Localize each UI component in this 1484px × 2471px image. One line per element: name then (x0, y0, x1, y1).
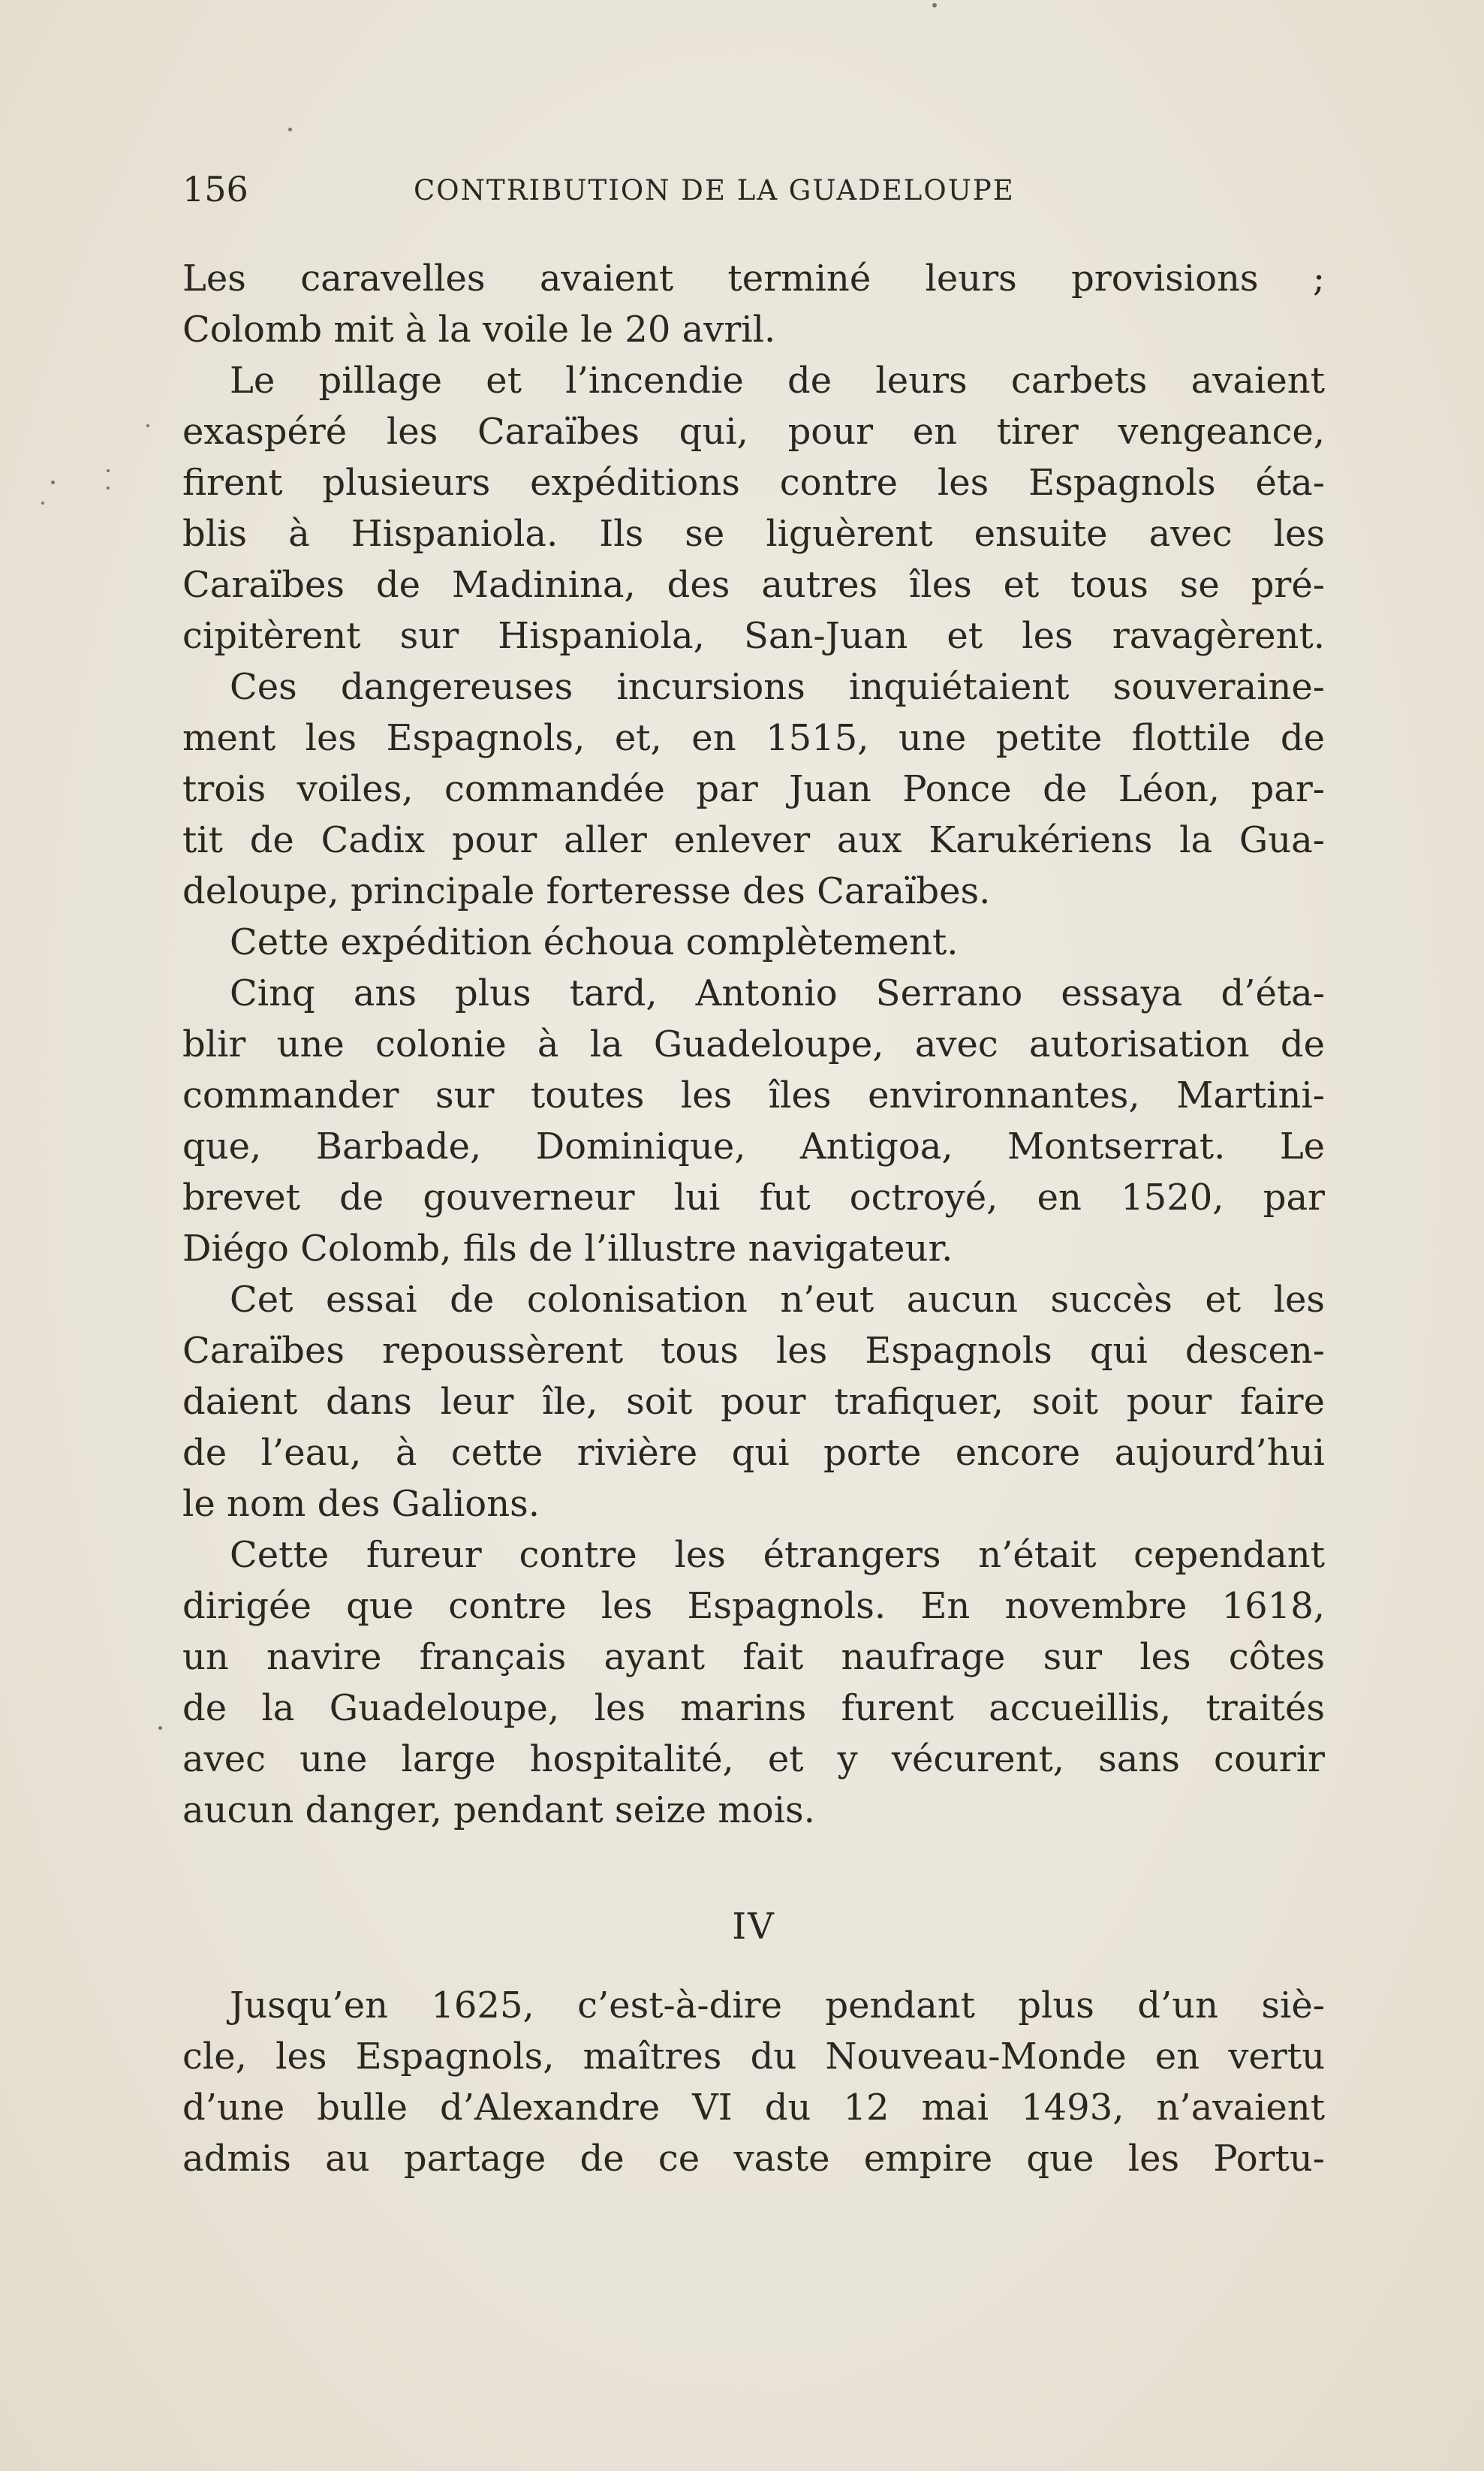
text-line: admis au partage de ce vaste empire que les Portu- (182, 2138, 1325, 2180)
text-line: de l’eau, à cette rivière qui porte encore aujourd’hui (182, 1432, 1325, 1474)
text-line: Jusqu’en 1625, c’est-à-dire pendant plus d’un siè- (230, 1984, 1325, 2027)
text-line: cle, les Espagnols, maîtres du Nouveau-Monde en vertu (182, 2036, 1325, 2078)
text-line: que, Barbade, Dominique, Antigoa, Montserrat. Le (182, 1126, 1325, 1168)
text-line: Caraïbes repoussèrent tous les Espagnols qui descen- (182, 1330, 1325, 1372)
text-line: Cinq ans plus tard, Antonio Serrano essaya d’éta- (230, 972, 1325, 1014)
text-line: Cette expédition échoua complètement. (230, 921, 959, 963)
body-text-section-four (182, 1980, 1325, 2184)
text-line: blir une colonie à la Guadeloupe, avec autorisation de (182, 1023, 1325, 1065)
ink-speck (288, 128, 292, 131)
text-line: de la Guadeloupe, les marins furent accueillis, traités (182, 1687, 1325, 1729)
text-line: Cette fureur contre les étrangers n’était cependant (230, 1534, 1325, 1576)
ink-speck (107, 469, 110, 472)
text-line: Cet essai de colonisation n’eut aucun succès et les (230, 1279, 1325, 1321)
text-line: Colomb mit à la voile le 20 avril. (182, 309, 776, 351)
text-line: brevet de gouverneur lui fut octroyé, en 1520, par (182, 1177, 1325, 1219)
text-line: ment les Espagnols, et, en 1515, une petite flottile de (182, 717, 1325, 759)
text-line: Ces dangereuses incursions inquiétaient souveraine- (230, 666, 1325, 708)
text-line: trois voiles, commandée par Juan Ponce de Léon, par- (182, 768, 1325, 810)
text-line: dirigée que contre les Espagnols. En novembre 1618, (182, 1585, 1325, 1627)
text-line: cipitèrent sur Hispaniola, San-Juan et les ravagèrent. (182, 615, 1325, 657)
ink-speck (146, 424, 149, 427)
running-head (182, 167, 1087, 212)
text-line: Le pillage et l’incendie de leurs carbets avaient (230, 360, 1325, 402)
ink-speck (51, 481, 55, 484)
running-head-title: CONTRIBUTION DE LA GUADELOUPE (414, 174, 1015, 206)
ink-speck (158, 1726, 162, 1730)
text-line: Diégo Colomb, fils de l’illustre navigateur. (182, 1228, 953, 1270)
text-line: tit de Cadix pour aller enlever aux Karukériens la Gua- (182, 819, 1325, 861)
text-line: firent plusieurs expéditions contre les Espagnols éta- (182, 462, 1325, 504)
section-heading: IV (732, 1906, 775, 1948)
text-line: d’une bulle d’Alexandre VI du 12 mai 1493, n’avaient (182, 2087, 1325, 2129)
text-line: le nom des Galions. (182, 1483, 540, 1525)
text-line: exaspéré les Caraïbes qui, pour en tirer vengeance, (182, 411, 1325, 453)
text-line: Les caravelles avaient terminé leurs provisions ; (182, 258, 1325, 300)
ink-speck (932, 3, 937, 8)
text-line: Caraïbes de Madinina, des autres îles et tous se pré- (182, 564, 1325, 606)
text-line: daient dans leur île, soit pour trafiquer, soit pour faire (182, 1381, 1325, 1423)
text-line: blis à Hispaniola. Ils se liguèrent ensuite avec les (182, 513, 1325, 555)
text-line: commander sur toutes les îles environnantes, Martini- (182, 1074, 1325, 1116)
text-line: un navire français ayant fait naufrage sur les côtes (182, 1636, 1325, 1678)
text-line: deloupe, principale forteresse des Caraïbes. (182, 870, 991, 912)
ink-speck (107, 487, 110, 490)
text-line: avec une large hospitalité, et y vécurent, sans courir (182, 1738, 1325, 1780)
text-line: aucun danger, pendant seize mois. (182, 1789, 815, 1831)
body-text-section-three (182, 253, 1325, 1836)
page-number: 156 (182, 169, 248, 209)
ink-speck (41, 502, 44, 505)
